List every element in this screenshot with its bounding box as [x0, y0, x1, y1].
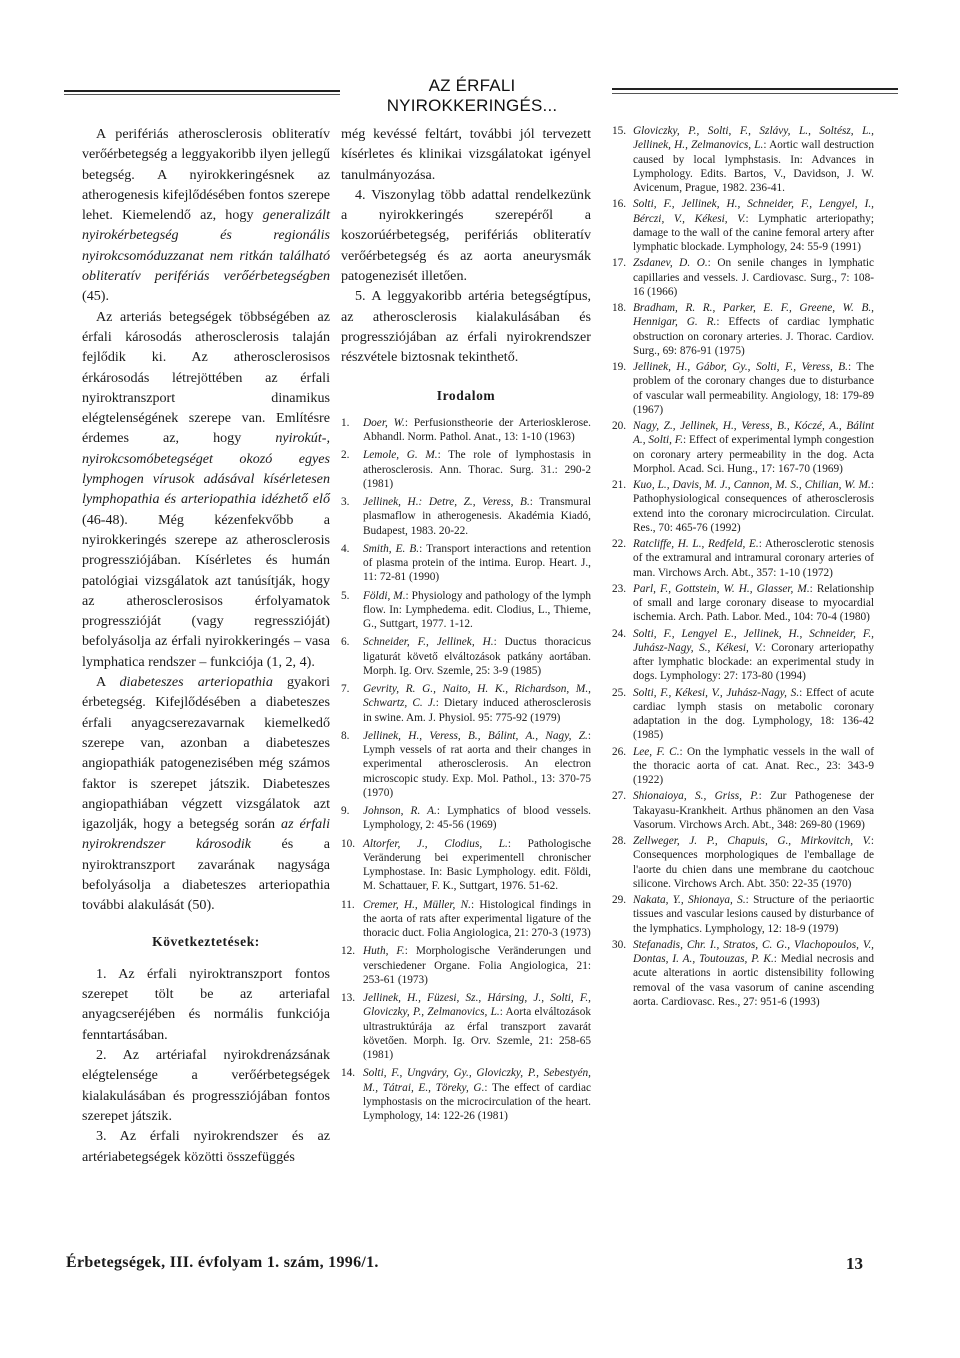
reference-item — [341, 898, 591, 941]
reference-item — [612, 582, 874, 625]
reference-item — [341, 589, 591, 632]
reference-item — [612, 537, 874, 580]
page-number: 13 — [846, 1254, 863, 1273]
reference-number: 24. — [612, 627, 627, 640]
paragraph: 5. A leggyakoribb artéria betegségtípus, az atherosclerosis kialakulásában és progressziójában az érfali nyirokrendszer részvétele biztosnak tekinthető. — [341, 288, 591, 366]
running-head: AZ ÉRFALI NYIROKKERINGÉS... — [386, 76, 558, 115]
reference-text: Lemole, G. M.: The role of lymphostasis in atherosclerosis. Ann. Thorac. Surg. 31.: 290-2 (1981) — [363, 449, 591, 490]
reference-item — [612, 893, 874, 936]
reference-item — [612, 789, 874, 832]
reference-number: 13. — [341, 992, 356, 1005]
reference-text: Huth, F.: Morphologische Veränderungen und verschiedener Organe. Folia Angiologica, 21: 253-61 (1973) — [363, 945, 591, 986]
reference-item — [612, 478, 874, 535]
reference-item — [612, 256, 874, 299]
reference-item — [612, 745, 874, 788]
reference-text: Gevrity, R. G., Naito, H. K., Richardson, M., Schwartz, C. J.: Dietary induced atherosclerosis in swine. Am. J. Physiol. 95: 775-92 (1979) — [363, 683, 591, 724]
reference-list-part-2 — [612, 124, 874, 1009]
header-rule-right — [612, 88, 898, 90]
journal-footer: Érbetegségek, III. évfolyam 1. szám, 1996/1. — [66, 1254, 379, 1271]
header-rule-right-thin — [612, 93, 898, 94]
paragraph: A diabeteszes arteriopathia gyakori érbetegség. Kifejlődésében a diabeteszes érfali anyagcserezavarnak kiemelkedő szerepe van, azonban a diabeteszes angiopathiák patogenezisében még számos faktor is szerepet játszik. Diabeteszes angiopathiában végzett vizsgálatok azt igazolják, hogy a betegség során az érfali nyirokrendszer károsodik és a nyiroktranszport zavarának nagysága befolyásolja a diabeteszes arteriopathia további alakulását (50). — [82, 674, 330, 914]
reference-text: Bradham, R. R., Parker, E. F., Greene, W. B., Hennigar, G. R.: Effects of cardiac lymphatic obstruction on coronary arteries. J. Thorac. Cardiov. Surg., 69: 876-91 (1975) — [633, 302, 874, 357]
reference-text: Jellinek, H., Füzesi, Sz., Hársing, J., Solti, F., Gloviczky, P., Zelmanovics, L.: Aorta elváltozások ultrastruktúrája az érfal transzport zavarát követően. Morph. Ig. Orv. Szemle, 21: 258-65 (1981) — [363, 992, 591, 1062]
reference-text: Johnson, R. A.: Lymphatics of blood vessels. Lymphology, 2: 45-56 (1969) — [363, 805, 591, 832]
reference-number: 8. — [341, 729, 350, 742]
reference-number: 16. — [612, 198, 627, 211]
reference-text: Solti, F., Kékesi, V., Juhász-Nagy, S.: Effect of acute cardiac lymph stasis on metabolic coronary adaptation in the dog. Lymphology, 18: 136-42 (1985) — [633, 686, 874, 742]
references-heading: Irodalom — [436, 387, 496, 403]
reference-text: Jellinek, H., Gábor, Gy., Solti, F., Veress, B.: The problem of the coronary changes due to disturbance of vascular wall permeability. Angiology, 18: 179-89 (1967) — [633, 361, 874, 416]
reference-number: 23. — [612, 582, 627, 595]
reference-number: 17. — [612, 257, 627, 270]
reference-item — [341, 635, 591, 678]
reference-number: 19. — [612, 361, 627, 373]
reference-item — [341, 682, 591, 725]
reference-text: Zellweger, J. P., Chapuis, G., Mirkovitch, V.: Consequences morphologiques de l'emballage de l'aorte du chien dans une membrane du caotchouc silicone. Virchows Arch. Abt. 350: 22-35 (1970) — [633, 835, 874, 890]
reference-text: Schneider, F., Jellinek, H.: Ductus thoracicus ligaturát követő elváltozások patkány aortában. Morph. Ig. Orv. Szemle, 25: 3-9 (1985) — [363, 636, 591, 677]
reference-number: 7. — [341, 683, 350, 696]
reference-text: Solti, F., Ungváry, Gy., Gloviczky, P., Sebestyén, M., Tátrai, E., Töreky, G.: The effect of cardiac lymphostasis on the microcirculation of the heart. Lymphology, 14: 122-26 (1981) — [363, 1067, 591, 1123]
conclusions-heading: Következtetések: — [152, 933, 260, 949]
reference-number: 28. — [612, 835, 627, 847]
reference-text: Nagy, Z., Jellinek, H., Veress, B., Kóczé, A., Bálint A., Solti, F.: Effect of experimental lymph congestion on coronary artery permeability in the dog. Acta Morphol. Acad. Sci. Hung., 17: 167-70 (1969) — [633, 420, 874, 475]
reference-number: 2. — [341, 449, 350, 462]
reference-text: Jellinek, H.: Detre, Z., Veress, B.: Transmural plasmaflow in atherogenesis. Akadémia Kiadó, Budapest, 1983. 20-22. — [363, 496, 591, 537]
reference-item — [612, 124, 874, 195]
reference-number: 29. — [612, 894, 627, 906]
conclusion-item: 1. Az érfali nyiroktranszport fontos szerepet tölt be az arteriafal anyagcseréjében és normális funkciója fenntartásában. — [82, 965, 330, 1043]
reference-number: 3. — [341, 496, 350, 509]
reference-text: Stefanadis, Chr. I., Stratos, C. G., Vlachopoulos, V., Dontas, I. A., Toutouzas, P. K.: Medial necrosis and acute alterations in aortic distensibility following removal of the vasa vasorum of canine ascending aorta. Cardiovasc. Res., 27: 951-6 (1993) — [633, 938, 874, 1008]
reference-number: 11. — [341, 898, 355, 911]
reference-text: Földi, M.: Physiology and pathology of the lymph flow. In: Lymphedema. edit. Clodius, L., Thieme, G., Suttgart, 1977. 1-12. — [363, 589, 592, 631]
reference-number: 4. — [341, 542, 350, 555]
reference-text: Cremer, H., Müller, N.: Histological findings in the aorta of rats after experimental ligature of the thoracic duct. Folia Angiologica, 21: 270-3 (1973) — [363, 898, 591, 940]
reference-number: 5. — [341, 589, 350, 602]
reference-number: 1. — [341, 416, 350, 429]
reference-item — [341, 944, 591, 987]
reference-number: 9. — [341, 805, 350, 818]
reference-number: 12. — [341, 945, 356, 958]
reference-item — [612, 686, 874, 743]
column-left — [82, 124, 330, 1167]
reference-text: Shionaioya, S., Griss, P.: Zur Pathogenese der Takayasu-Krankheit. Arthus phänomen an den Vasa Vasorum. Virchows Arch. Abt., 348: 269-80 (1969) — [633, 790, 874, 831]
reference-number: 6. — [341, 636, 350, 649]
reference-text: Kuo, L., Davis, M. J., Cannon, M. S., Chilian, W. M.: Pathophysiological consequences of atherosclerosis extend into the coronary microcirculation. Circulat. Res., 70: 465-76 (1992) — [633, 479, 874, 534]
reference-item — [341, 542, 591, 585]
reference-item — [341, 804, 591, 833]
header-rule-left-thin — [64, 94, 340, 95]
column-right — [612, 124, 874, 1011]
paragraph: A perifériás atherosclerosis obliteratív verőérbetegség a leggyakoribb ilyen jellegű betegség. A nyirokkeringésnek az atherogenesis kifejlődésében fontos szerepe lehet. Kiemelendő az, hogy generalizált nyirokérbetegség és regionális nyirokcsomóduzzanat nem ritkán található obliteratív perifériás verőérbetegségben (45). — [82, 126, 330, 305]
reference-number: 22. — [612, 538, 627, 550]
reference-item — [612, 419, 874, 476]
reference-number: 25. — [612, 686, 627, 699]
reference-list-part-1 — [341, 416, 591, 1124]
reference-text: Gloviczky, P., Solti, F., Szlávy, L., Soltész, L., Jellinek, H., Zelmanovics, L.: Aortic wall destruction caused by local lymphstasis. In: Advances in Lymphology. Edits. Bartos, V., Davidson, J. W. Avicenum, Prague, 1982. 236-41. — [633, 125, 874, 194]
reference-text: Solti, F., Lengyel E., Jellinek, H., Schneider, F., Juhász-Nagy, S., Kékesi, V.: Coronary arteriopathy after lymphatic blockade: an experimental study in dogs. Lymphology: 27: 173-80 (1994) — [633, 627, 874, 683]
reference-item — [341, 495, 591, 538]
reference-item — [612, 834, 874, 891]
reference-number: 18. — [612, 302, 627, 314]
reference-text: Smith, E. B.: Transport interactions and retention of plasma protein of the intima. Europ. Heart. J., 11: 72-81 (1990) — [363, 542, 592, 584]
reference-item — [612, 627, 874, 684]
reference-item — [341, 448, 591, 491]
column-middle — [341, 124, 591, 1127]
reference-text: Ratcliffe, H. L., Redfeld, E.: Atherosclerotic stenosis of the extramural and intramural coronary arteries of man. Virchows Arch. Abt., 357: 1-10 (1972) — [633, 538, 874, 579]
reference-text: Jellinek, H., Veress, B., Bálint, A., Nagy, Z.: Lymph vessels of rat aorta and their changes in experimental atherosclerosis. An electron microscopic study. Exp. Mol. Pathol., 13: 370-75 (1970) — [363, 729, 591, 799]
reference-number: 26. — [612, 745, 627, 758]
reference-number: 30. — [612, 938, 627, 951]
reference-item — [341, 729, 591, 800]
reference-number: 10. — [341, 837, 356, 850]
conclusion-item: 2. Az artériafal nyirokdrenázsának elégtelensége a verőérbetegségek kialakulásában és progressziójában fontos szerepet játszik. — [82, 1047, 330, 1124]
reference-item — [612, 360, 874, 417]
header-rule-left — [64, 90, 340, 92]
reference-item — [341, 837, 591, 894]
reference-item — [341, 1066, 591, 1123]
paragraph: 4. Viszonylag több adattal rendelkezünk a nyirokkeringés szerepéről a koszorúérbetegség, perifériás obliteratív verőérbetegség és az aorta aneurysmák patogenezisét illetően. — [341, 186, 591, 285]
reference-number: 20. — [612, 420, 627, 432]
reference-item — [341, 416, 591, 445]
reference-item — [612, 197, 874, 254]
reference-text: Solti, F., Jellinek, H., Schneider, F., Lengyel, I., Bérczi, V., Kékesi, V.: Lymphatic arteriopathy; damage to the wall of the canine femoral artery after lymphatic blockade. Lymphology, 24: 55-9 (1991) — [633, 198, 874, 253]
reference-text: Zsdanev, D. O.: On senile changes in lymphatic capillaries and vessels. J. Cardiovasc. Surg., 7: 108-16 (1966) — [633, 257, 874, 298]
paragraph: Az arteriás betegségek többségében az érfali károsodás atherosclerosis talaján fejlődik ki. Az atherosclerosisos érkárosodás létrejöttében az érfali nyiroktranszport dinamikus elégtelenségének szerepe van. Említésre érdemes az, hogy nyirokút-, nyirokcsomóbetegséget okozó egyes lymphogen vírusok adásával kísérletesen lymphopathia és arteriopathia idézhető elő (46-48). Még kézenfekvőbb a nyirokkeringés szerepe az atherosclerosis progressziójában. Kísérletes és humán patológiai vizsgálatok azt tanúsítják, hogy az atherosclerosisos érfolyamatok progresszióját (vagy regresszióját) befolyásolja az érfali nyirokkeringés – vasa lymphatica rendszer – funkciója (1, 2, 4). — [82, 308, 330, 670]
reference-item — [612, 938, 874, 1009]
reference-item — [612, 301, 874, 358]
reference-text: Altorfer, J., Clodius, L.: Pathologische Veränderung bei experimentell chronischer Lymphostase. In: Basic Lymphology. edit. Földi, M. Schattauer, F. K., Suttgart, 1976. 51-62. — [363, 837, 591, 893]
paragraph: még kevéssé feltárt, további jól tervezett kísérletes és klinikai vizsgálatokat igényel tanulmányozása. — [341, 126, 591, 183]
reference-item — [341, 991, 591, 1062]
reference-text: Nakata, Y., Shionaya, S.: Structure of the periaortic tissues and vascular lesions caused by disturbance of the lymphatics. Lymphology, 12: 18-9 (1979) — [633, 894, 874, 935]
reference-number: 14. — [341, 1067, 356, 1080]
reference-number: 15. — [612, 125, 627, 137]
reference-text: Lee, F. C.: On the lymphatic vessels in the wall of the thoracic aorta of cat. Anat. Rec., 23: 343-9 (1922) — [633, 745, 874, 786]
reference-number: 27. — [612, 790, 627, 803]
reference-text: Doer, W.: Perfusionstheorie der Arteriosklerose. Abhandl. Norm. Pathol. Anat., 13: 1-10 (1963) — [363, 416, 591, 444]
conclusion-item: 3. Az érfali nyirokrendszer és az artériabetegségek közötti összefüggés — [82, 1128, 330, 1165]
reference-text: Parl, F., Gottstein, W. H., Glasser, M.: Relationship of small and large coronary disease to myocardial ischemia. Arch. Path. Labor. Med., 104: 70-4 (1980) — [633, 582, 874, 624]
reference-number: 21. — [612, 479, 627, 491]
